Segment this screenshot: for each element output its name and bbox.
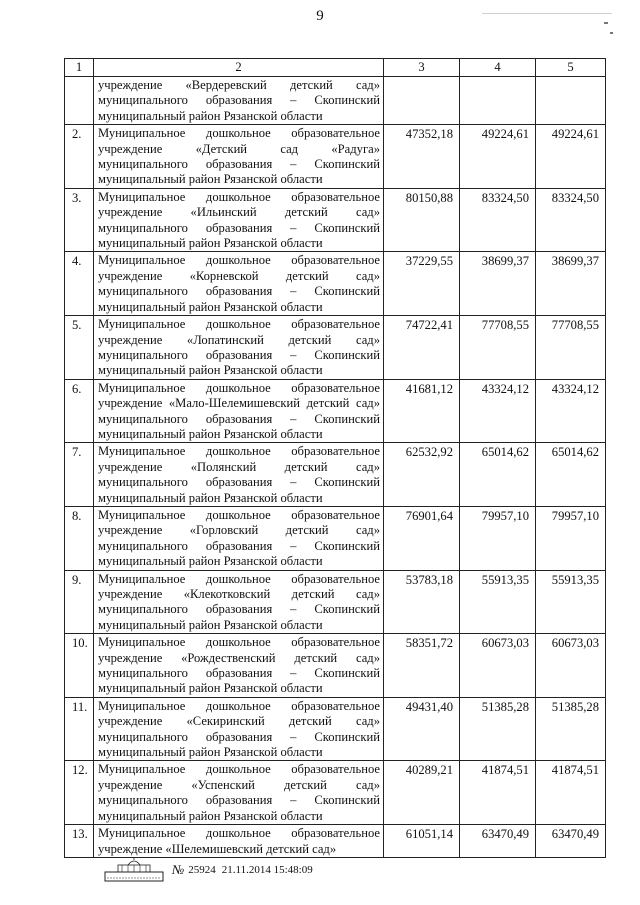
- row-number: 12.: [65, 761, 94, 825]
- table-row: [65, 570, 606, 634]
- page-number: 9: [316, 8, 324, 24]
- value-col5: 51385,28: [536, 697, 606, 761]
- table-header-row: [65, 59, 606, 77]
- value-col5: 38699,37: [536, 252, 606, 316]
- value-col5: 60673,03: [536, 634, 606, 698]
- value-col5: 77708,55: [536, 316, 606, 380]
- value-col3: 53783,18: [384, 570, 460, 634]
- value-col4: 63470,49: [460, 825, 536, 858]
- column-header: 1: [65, 59, 94, 77]
- value-col5: 79957,10: [536, 506, 606, 570]
- row-number: 7.: [65, 443, 94, 507]
- row-number: 10.: [65, 634, 94, 698]
- institution-name: Муниципальное дошкольное образовательное учреждение «Корневской детский сад» муниципального образования – Скопинский муниципальный район Рязанской области: [94, 252, 384, 316]
- value-col3: [384, 77, 460, 125]
- column-header: 4: [460, 59, 536, 77]
- row-number: [65, 77, 94, 125]
- value-col4: 77708,55: [460, 316, 536, 380]
- institution-name: [94, 77, 384, 125]
- value-col4: 51385,28: [460, 697, 536, 761]
- institution-name: Муниципальное дошкольное образовательное учреждение «Шелемишевский детский сад»: [94, 825, 384, 858]
- row-number: 6.: [65, 379, 94, 443]
- registration-datetime: 21.11.2014 15:48:09: [221, 864, 313, 876]
- name-line: муниципальный район Рязанской области: [98, 108, 323, 123]
- value-col5: 41874,51: [536, 761, 606, 825]
- value-col4: 65014,62: [460, 443, 536, 507]
- row-number: 8.: [65, 506, 94, 570]
- value-col3: 37229,55: [384, 252, 460, 316]
- document-footer: [104, 855, 313, 885]
- table-row: [65, 634, 606, 698]
- value-col3: 62532,92: [384, 443, 460, 507]
- value-col3: 41681,12: [384, 379, 460, 443]
- registration-mark: №: [172, 862, 185, 877]
- table-row: [65, 316, 606, 380]
- table-row: [65, 443, 606, 507]
- value-col3: 47352,18: [384, 125, 460, 189]
- table-row: [65, 761, 606, 825]
- institution-name: Муниципальное дошкольное образовательное учреждение «Клекотковский детский сад» муниципального образования – Скопинский муниципальный район Рязанской области: [94, 570, 384, 634]
- value-col4: [460, 77, 536, 125]
- value-col3: 61051,14: [384, 825, 460, 858]
- institution-name: Муниципальное дошкольное образовательное учреждение «Лопатинский детский сад» муниципального образования – Скопинский муниципальный район Рязанской области: [94, 316, 384, 380]
- value-col5: 63470,49: [536, 825, 606, 858]
- value-col4: 43324,12: [460, 379, 536, 443]
- row-number: 4.: [65, 252, 94, 316]
- value-col4: 41874,51: [460, 761, 536, 825]
- row-number: 13.: [65, 825, 94, 858]
- value-col4: 83324,50: [460, 188, 536, 252]
- value-col5: 43324,12: [536, 379, 606, 443]
- scan-speck: [604, 22, 608, 24]
- value-col5: 83324,50: [536, 188, 606, 252]
- table-row: [65, 825, 606, 858]
- column-header: 2: [94, 59, 384, 77]
- value-col4: 55913,35: [460, 570, 536, 634]
- value-col3: 74722,41: [384, 316, 460, 380]
- table-row: [65, 697, 606, 761]
- column-header: 3: [384, 59, 460, 77]
- institution-name: Муниципальное дошкольное образовательное учреждение «Ильинский детский сад» муниципального образования – Скопинский муниципальный район Рязанской области: [94, 188, 384, 252]
- table-row: [65, 379, 606, 443]
- table-row: [65, 188, 606, 252]
- value-col5: 49224,61: [536, 125, 606, 189]
- institution-name: Муниципальное дошкольное образовательное учреждение «Рождественский детский сад» муниципального образования – Скопинский муниципальный район Рязанской области: [94, 634, 384, 698]
- value-col4: 60673,03: [460, 634, 536, 698]
- row-number: 3.: [65, 188, 94, 252]
- registration-number: 25924: [188, 864, 216, 876]
- value-col3: 49431,40: [384, 697, 460, 761]
- table-row: [65, 125, 606, 189]
- value-col5: 65014,62: [536, 443, 606, 507]
- value-col4: 49224,61: [460, 125, 536, 189]
- table-row: [65, 252, 606, 316]
- value-col3: 80150,88: [384, 188, 460, 252]
- government-building-stamp-icon: [104, 856, 164, 884]
- name-line: муниципального образования – Скопинский: [98, 93, 380, 108]
- value-col3: 40289,21: [384, 761, 460, 825]
- appropriations-table: [64, 58, 606, 858]
- institution-name: Муниципальное дошкольное образовательное учреждение «Горловский детский сад» муниципального образования – Скопинский муниципальный район Рязанской области: [94, 506, 384, 570]
- table-row: [65, 506, 606, 570]
- value-col3: 76901,64: [384, 506, 460, 570]
- scan-speck: [482, 13, 612, 14]
- value-col5: 55913,35: [536, 570, 606, 634]
- row-number: 11.: [65, 697, 94, 761]
- institution-name: Муниципальное дошкольное образовательное учреждение «Успенский детский сад» муниципального образования – Скопинский муниципальный район Рязанской области: [94, 761, 384, 825]
- institution-name: Муниципальное дошкольное образовательное учреждение «Полянский детский сад» муниципального образования – Скопинский муниципальный район Рязанской области: [94, 443, 384, 507]
- institution-name: Муниципальное дошкольное образовательное учреждение «Секиринский детский сад» муниципального образования – Скопинский муниципальный район Рязанской области: [94, 697, 384, 761]
- name-line: учреждение «Вердеревский детский сад»: [98, 78, 380, 92]
- institution-name: Муниципальное дошкольное образовательное учреждение «Детский сад «Радуга» муниципального образования – Скопинский муниципальный район Рязанской области: [94, 125, 384, 189]
- column-header: 5: [536, 59, 606, 77]
- row-number: 2.: [65, 125, 94, 189]
- value-col3: 58351,72: [384, 634, 460, 698]
- table-row-continued: [65, 77, 606, 125]
- value-col4: 38699,37: [460, 252, 536, 316]
- row-number: 9.: [65, 570, 94, 634]
- row-number: 5.: [65, 316, 94, 380]
- scan-speck: [610, 32, 613, 34]
- institution-name: Муниципальное дошкольное образовательное учреждение «Мало-Шелемишевский детский сад» муниципального образования – Скопинский муниципальный район Рязанской области: [94, 379, 384, 443]
- value-col5: [536, 77, 606, 125]
- value-col4: 79957,10: [460, 506, 536, 570]
